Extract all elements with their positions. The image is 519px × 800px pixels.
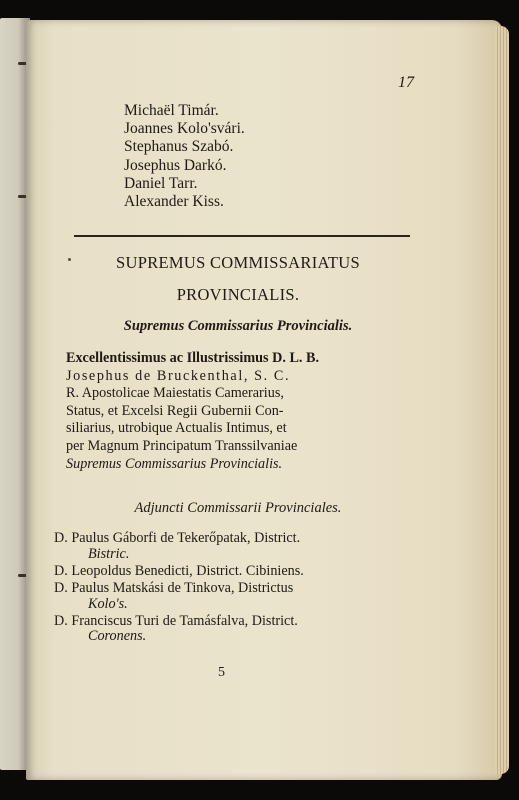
signature-mark: 5 [218, 665, 225, 680]
section-heading-line2: PROVINCIALIS. [176, 285, 300, 304]
section-subheading: Supremus Commissarius Provincialis. [123, 318, 353, 334]
entry-district: Coronens. [88, 628, 147, 644]
paragraph-line: per Magnum Principatum Transsilvaniae [66, 437, 298, 454]
name-item: Josephus Darkó. [124, 156, 227, 174]
entry-district: Bistric. [88, 545, 130, 562]
page-number: 17 [398, 74, 414, 91]
list-item [54, 613, 406, 645]
name-item: Alexander Kiss. [124, 193, 224, 211]
list-item [54, 580, 406, 612]
adjuncti-list [54, 530, 406, 645]
name-item: Stephanus Szabó. [124, 138, 234, 156]
commissarius-paragraph [66, 350, 406, 473]
entry-name: D. Franciscus Turi de Tamásfalva, District. [54, 612, 298, 629]
list-item [54, 530, 406, 562]
list-item [54, 563, 406, 580]
paragraph-line: Josephus de Bruckenthal, S. C. [66, 367, 291, 384]
paragraph-line: Excellentissimus ac Illustrissimus D. L. B. [66, 350, 320, 366]
page-block-edge [495, 26, 509, 774]
section-divider [74, 235, 410, 237]
name-list [124, 102, 245, 211]
paragraph-line: R. Apostolicae Maiestatis Camerarius, [66, 385, 284, 402]
entry-name: D. Paulus Matskási de Tinkova, Districtus [54, 580, 294, 596]
adjuncti-heading: Adjuncti Commissarii Provinciales. [134, 500, 342, 516]
entry-name: D. Leopoldus Benedicti, District. Cibiniens. [54, 562, 304, 579]
name-item: Michaël Timár. [124, 102, 219, 119]
name-item: Joannes Kolo'svári. [124, 120, 245, 138]
paragraph-line: Status, et Excelsi Regii Gubernii Con- [66, 402, 284, 419]
name-item: Daniel Tarr. [124, 174, 198, 192]
section-heading-line1: SUPREMUS COMMISSARIATUS [116, 253, 360, 272]
entry-name: D. Paulus Gáborfi de Tekerőpatak, District. [54, 530, 301, 546]
paragraph-line: siliarius, utrobique Actualis Intimus, et [66, 420, 287, 437]
entry-district: Kolo's. [88, 595, 128, 612]
paragraph-line: Supremus Commissarius Provincialis. [66, 455, 283, 472]
